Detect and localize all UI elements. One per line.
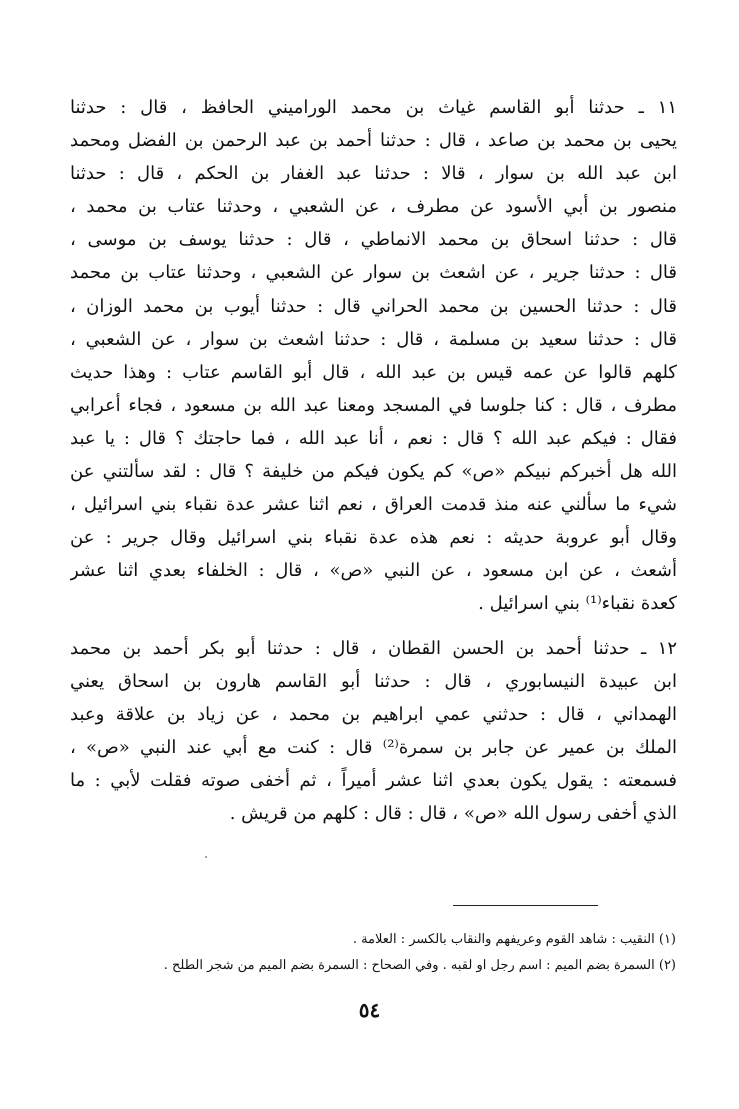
text-line: قال : حدثنا سعيد بن مسلمة ، قال : حدثنا اشعث بن سوار ، عن الشعبي ، (70, 328, 677, 350)
text-line: الهمداني ، قال : حدثني عمي ابراهيم بن محمد ، عن زياد بن علاقة وعبد (70, 704, 677, 726)
text-line: الذي أخفى رسول الله «ص» ، قال : قال : كلهم من قريش . (229, 803, 677, 825)
text-line: وقال أبو عروبة حديثه : نعم هذه عدة نقباء بني اسرائيل وقال جرير : عن (70, 527, 677, 549)
text-line: فسمعته : يقول يكون بعدي اثنا عشر أميراً ، ثم أخفى صوته فقلت لأبي : ما (70, 770, 677, 792)
text-line: الله هل أخبركم نبيكم «ص» كم يكون فيكم من خليفة ؟ قال : لقد سألتني عن (70, 461, 677, 483)
text-line: مطرف ، قال : كنا جلوسا في المسجد ومعنا عبد الله بن مسعود ، فجاء أعرابي (70, 394, 677, 416)
text-line: يحيى بن محمد بن صاعد ، قال : حدثنا أحمد بن عبد الرحمن بن الفضل ومحمد (70, 130, 677, 152)
text-line: قال : حدثنا جرير ، عن اشعث بن سوار عن الشعبي ، وحدثنا عتاب بن محمد (70, 262, 677, 284)
text-line: أشعث ، عن ابن مسعود ، عن النبي «ص» ، قال : الخلفاء بعدي اثنا عشر (70, 560, 677, 582)
text-line: ١٢ ـ حدثنا أحمد بن الحسن القطان ، قال : حدثنا أبو بكر أحمد بن محمد (70, 638, 677, 659)
text-line: كعدة نقباء⁽¹⁾ بني اسرائيل . (478, 593, 677, 615)
footnote-1: (١) النقيب : شاهد القوم وعريفهم والنقاب بالكسر : العلامة . (352, 932, 676, 947)
text-line: الملك بن عمير عن جابر بن سمرة⁽²⁾ قال : كنت مع أبي عند النبي «ص» ، (70, 737, 677, 759)
footnote-divider (453, 905, 598, 906)
text-line: كلهم قالوا عن عمه قيس بن عبد الله ، قال أبو القاسم عتاب : وهذا حديث (70, 361, 677, 383)
text-line: شيء ما سألني عنه منذ قدمت العراق ، نعم اثنا عشر عدة نقباء بني اسرائيل ، (70, 494, 677, 516)
scan-speck (205, 856, 207, 858)
text-line: قال : حدثنا الحسين بن محمد الحراني قال : حدثنا أيوب بن محمد الوزان ، (70, 295, 677, 317)
text-line: فقال : فيكم عبد الله ؟ قال : نعم ، أنا عبد الله ، فما حاجتك ؟ قال : يا عبد (70, 427, 677, 449)
text-line: قال : حدثنا اسحاق بن محمد الانماطي ، قال : حدثنا يوسف بن موسى ، (70, 229, 677, 251)
text-line: ١١ ـ حدثنا أبو القاسم غياث بن محمد الوراميني الحافظ ، قال : حدثنا (70, 97, 677, 118)
text-line: ابن عبد الله بن سوار ، قالا : حدثنا عبد الغفار بن الحكم ، قال : حدثنا (70, 163, 677, 185)
text-line: ابن عبيدة النيسابوري ، قال : حدثنا أبو القاسم هارون بن اسحاق يعني (70, 671, 677, 693)
hadith-12-paragraph (70, 632, 677, 831)
text-line: منصور بن أبي الأسود عن مطرف ، عن الشعبي ، وحدثنا عتاب بن محمد ، (70, 196, 677, 218)
page-number: ٥٤ (358, 998, 381, 1022)
hadith-11-paragraph (70, 91, 677, 621)
footnote-2: (٢) السمرة بضم الميم : اسم رجل او لقبه . وفي الصحاح : السمرة بضم الميم من شجر الطلح . (163, 958, 676, 973)
footnotes (60, 927, 676, 979)
